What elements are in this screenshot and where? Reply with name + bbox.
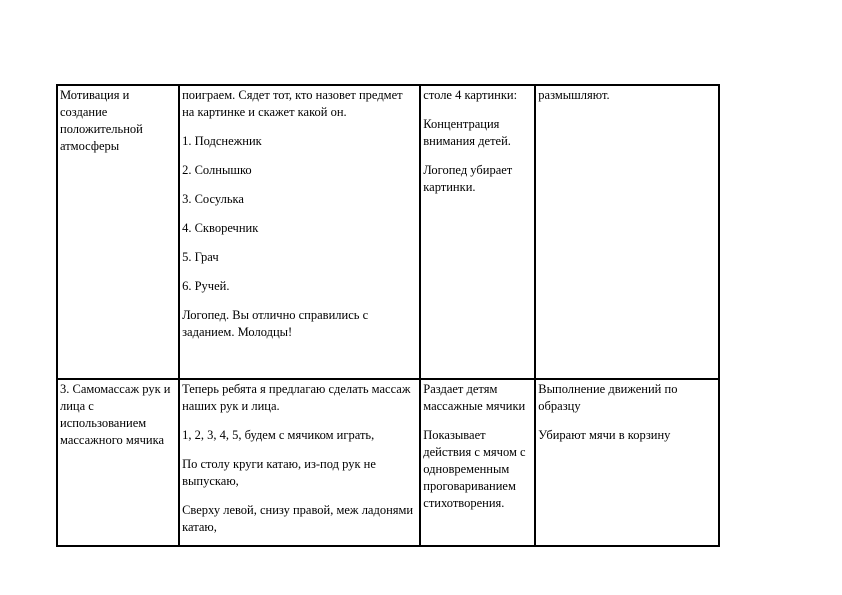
children-activity-cell [535, 379, 719, 546]
cell-paragraph: 1. Подснежник [182, 134, 262, 148]
teacher-activity-cell [179, 379, 420, 546]
table-row [57, 85, 719, 379]
cell-paragraph: По столу круги катаю, из-под рук не выпускаю, [182, 457, 376, 488]
cell-paragraph: Концентрация внимания детей. [423, 117, 511, 148]
cell-paragraph: Теперь ребята я предлагаю сделать массаж наших рук и лица. [182, 382, 411, 413]
stage-cell [57, 379, 179, 546]
cell-paragraph: Раздает детям массажные мячики [423, 382, 526, 413]
method-cell [420, 85, 535, 379]
cell-paragraph: Выполнение движений по образцу [538, 382, 678, 413]
cell-paragraph: столе 4 картинки: [423, 88, 518, 102]
cell-paragraph: Убирают мячи в корзину [538, 428, 671, 442]
cell-paragraph: 1, 2, 3, 4, 5, будем с мячиком играть, [182, 428, 375, 442]
lesson-plan-table [56, 84, 720, 547]
cell-paragraph: 6. Ручей. [182, 279, 230, 293]
cell-paragraph: 4. Скворечник [182, 221, 259, 235]
cell-paragraph: Показывает действия с мячом с одновременным проговариванием стихотворения. [423, 428, 526, 510]
cell-text: 3. Самомассаж рук и лица с использованием массажного мячика [60, 382, 171, 447]
method-cell [420, 379, 535, 546]
cell-paragraph: размышляют. [538, 88, 610, 102]
cell-paragraph: 5. Грач [182, 250, 219, 264]
cell-paragraph: Логопед. Вы отлично справились с заданием. Молодцы! [182, 308, 369, 339]
teacher-activity-cell [179, 85, 420, 379]
cell-paragraph: 3. Сосулька [182, 192, 244, 206]
stage-cell [57, 85, 179, 379]
children-activity-cell [535, 85, 719, 379]
cell-text: Мотивация и создание положительной атмосферы [60, 88, 143, 153]
cell-paragraph: 2. Солнышко [182, 163, 252, 177]
cell-paragraph: Логопед убирает картинки. [423, 163, 513, 194]
cell-paragraph: поиграем. Сядет тот, кто назовет предмет на картинке и скажет какой он. [182, 88, 403, 119]
cell-paragraph: Сверху левой, снизу правой, меж ладонями катаю, [182, 503, 414, 534]
table-row [57, 379, 719, 546]
